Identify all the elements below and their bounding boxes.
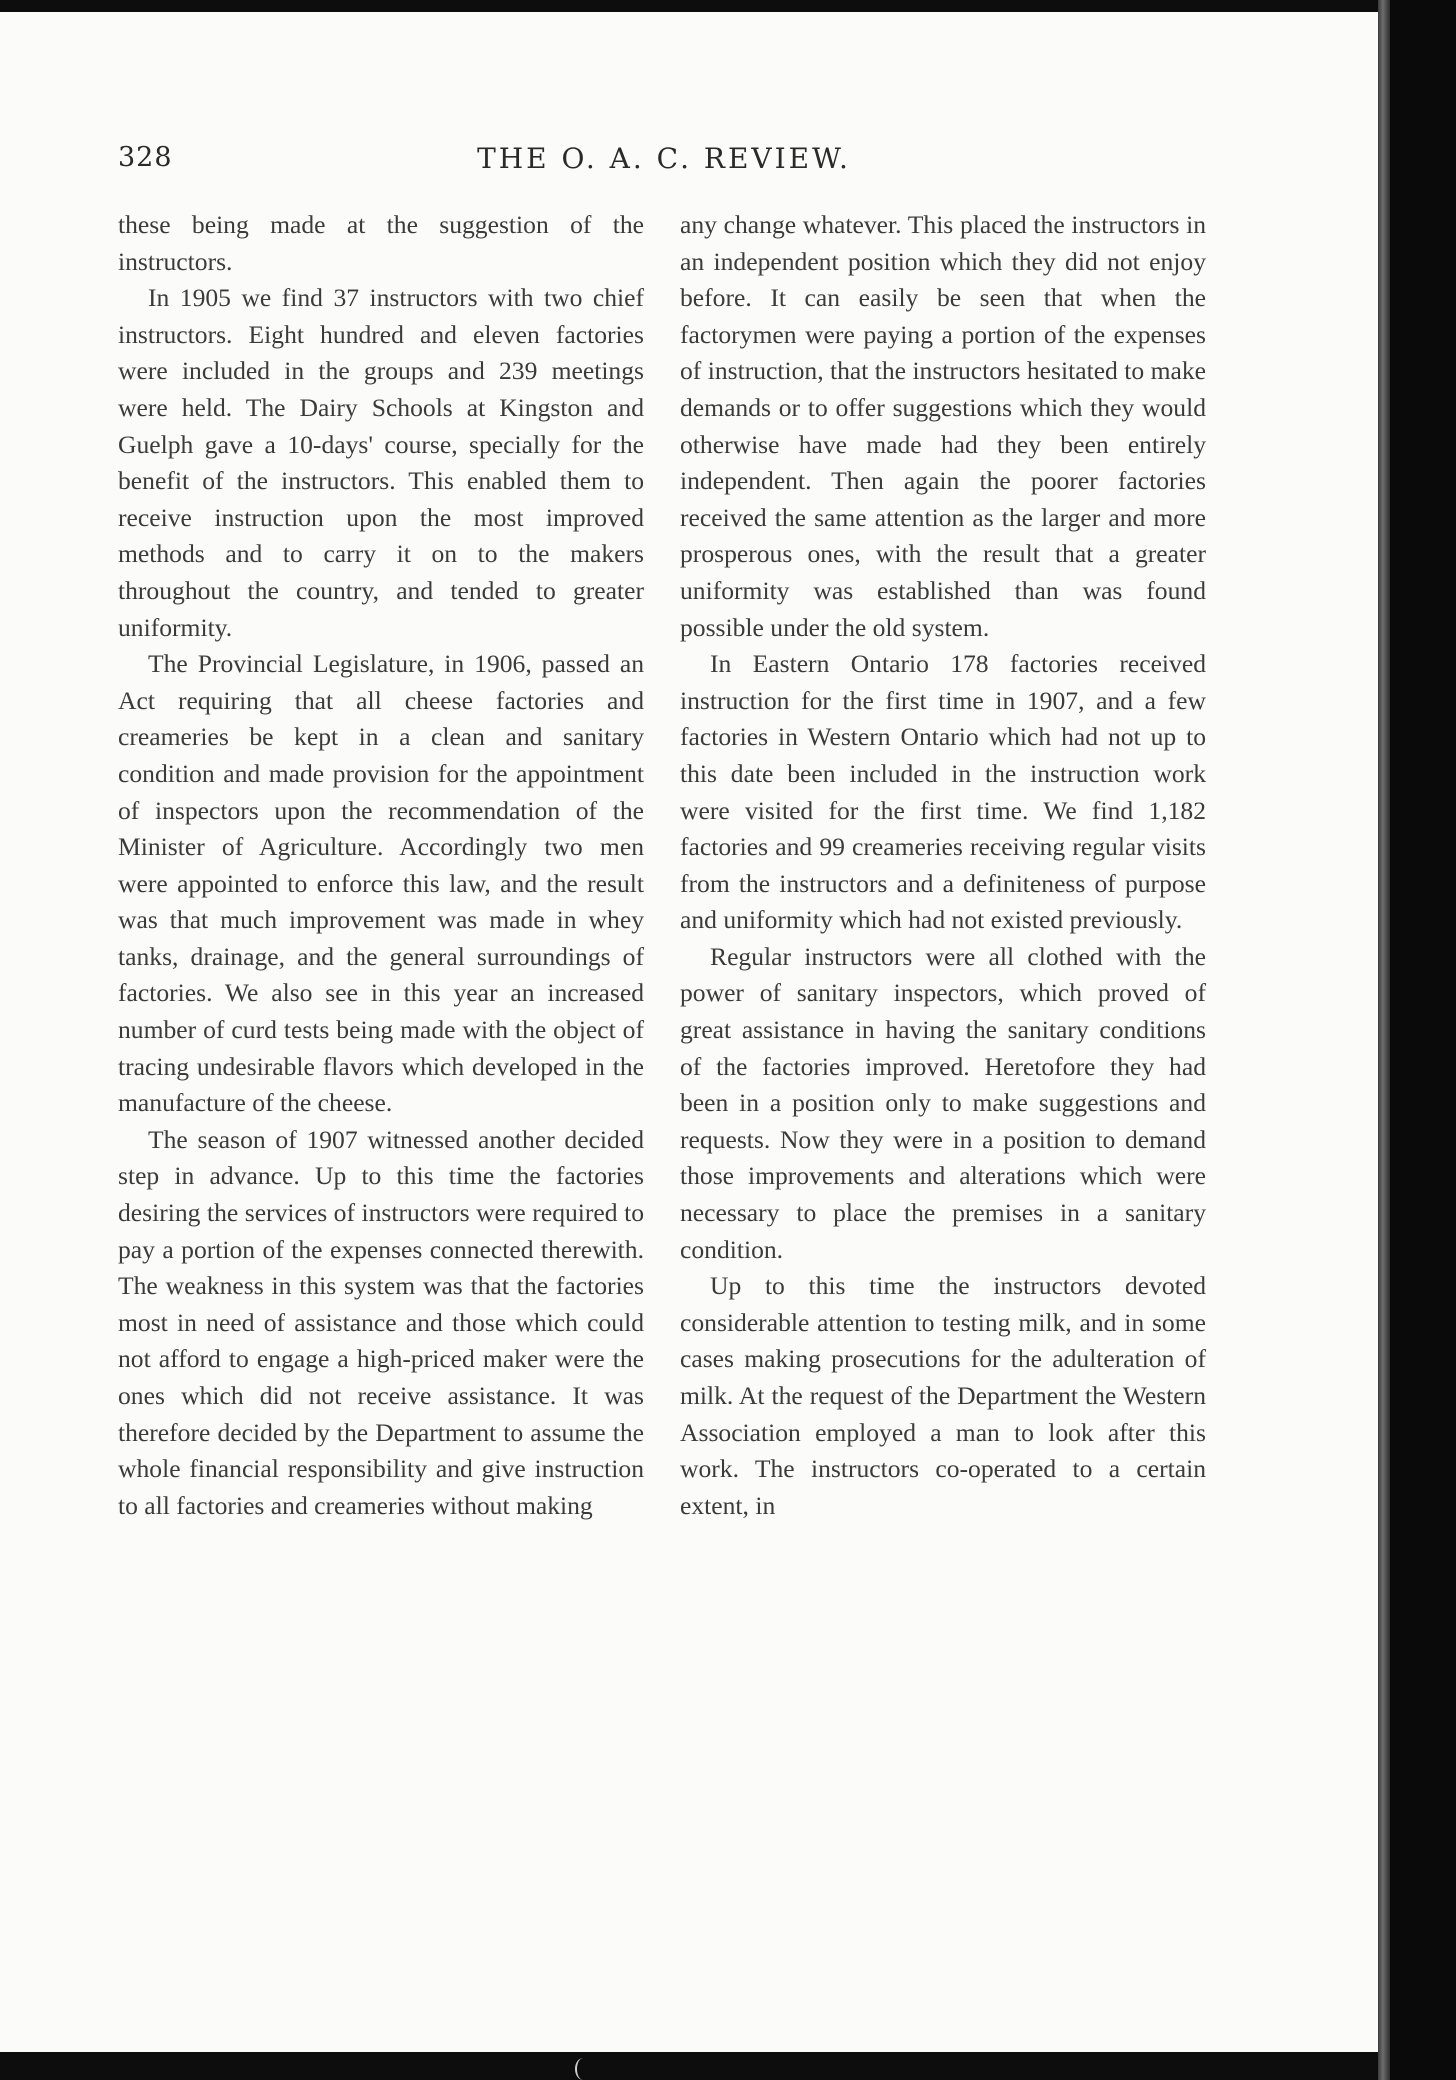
paragraph: Regular instructors were all clothed with the power of sanitary inspectors, which proved of great assistance in having the sanitary conditions of the factories improved. Heretofore they had been in a position only to make suggestions and requests. Now they were in a position to demand those improvements and alterations which were necessary to place the premises in a sanitary condition. xyxy=(680,941,1206,1264)
left-column xyxy=(118,207,644,1524)
running-title: THE O. A. C. REVIEW. xyxy=(477,142,851,175)
paragraph: these being made at the suggestion of the instructors. xyxy=(118,210,644,276)
page-spine-shadow xyxy=(1378,0,1390,2080)
scan-border xyxy=(1390,0,1456,2080)
page-number: 328 xyxy=(118,142,173,173)
paragraph: The season of 1907 witnessed another decided step in advance. Up to this time the factories desiring the services of instructors were required to pay a portion of the expenses connected therewith. The weakness in this system was that the factories most in need of assistance and those which could not afford to engage a high-priced maker were the ones which did not receive assistance. It was therefore decided by the Department to assume the whole financial responsibility and give instruction to all factories and creameries without making xyxy=(118,1124,644,1520)
paragraph: any change whatever. This placed the instructors in an independent position which they did not enjoy before. It can easily be seen that when the factorymen were paying a portion of the expenses of instruction, that the instructors hesitated to make demands or to offer suggestions which they would otherwise have made had they been entirely independent. Then again the poorer factories received the same attention as the larger and more prosperous ones, with the result that a greater uniformity was established than was found possible under the old system. xyxy=(680,210,1206,642)
paragraph: Up to this time the instructors devoted considerable attention to testing milk, and in some cases making prosecutions for the adulteration of milk. At the request of the Department the Western Association employed a man to look after this work. The instructors co-operated to a certain extent, in xyxy=(680,1271,1206,1520)
paragraph: In 1905 we find 37 instructors with two chief instructors. Eight hundred and eleven factories were included in the groups and 239 meetings were held. The Dairy Schools at Kingston and Guelph gave a 10-days' course, specially for the benefit of the instructors. This enabled them to receive instruction upon the most improved methods and to carry it on to the makers throughout the country, and tended to greater uniformity. xyxy=(118,283,644,642)
book-page xyxy=(0,12,1378,2052)
page-header xyxy=(118,142,1210,182)
scan-artifact xyxy=(575,2058,591,2080)
paragraph: The Provincial Legislature, in 1906, passed an Act requiring that all cheese factories and creameries be kept in a clean and sanitary condition and made provision for the appointment of inspectors upon the recommendation of the Minister of Agriculture. Accordingly two men were appointed to enforce this law, and the result was that much improvement was made in whey tanks, drainage, and the general surroundings of factories. We also see in this year an increased number of curd tests being made with the object of tracing undesirable flavors which developed in the manufacture of the cheese. xyxy=(118,649,644,1118)
paragraph: In Eastern Ontario 178 factories received instruction for the first time in 1907, and a few factories in Western Ontario which had not up to this date been included in the instruction work were visited for the first time. We find 1,182 factories and 99 creameries receiving regular visits from the instructors and a definiteness of purpose and uniformity which had not existed previously. xyxy=(680,649,1206,935)
right-column xyxy=(680,207,1206,1524)
